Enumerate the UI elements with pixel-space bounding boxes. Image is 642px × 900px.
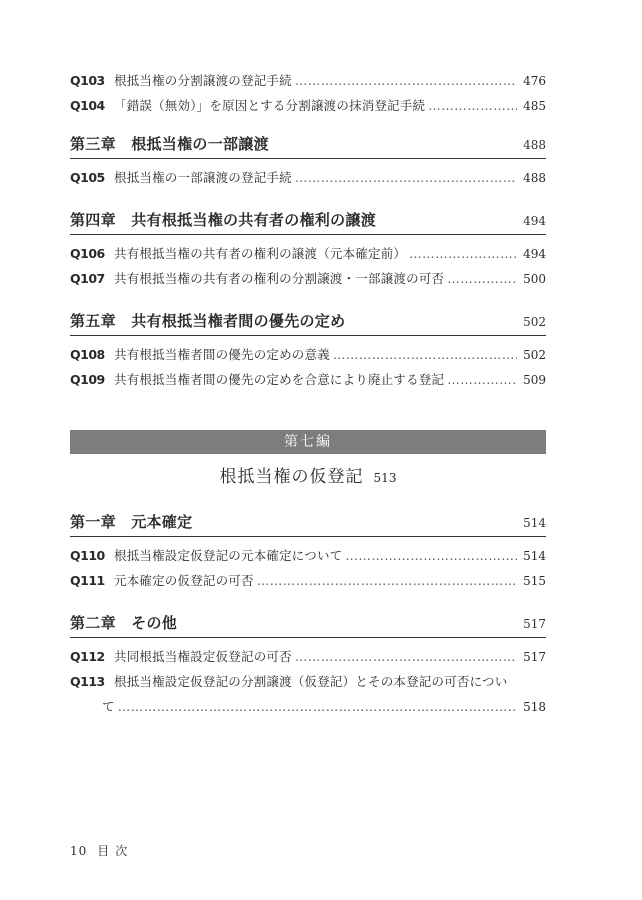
leader-dots	[428, 93, 517, 118]
chapter-page: 514	[523, 516, 546, 530]
chapter-heading[interactable]	[70, 208, 546, 235]
part-title: 根抵当権の仮登記	[219, 467, 364, 487]
question-number: Q103	[70, 73, 105, 88]
entry-title: 共有根抵当権の共有者の権利の分割譲渡・一部譲渡の可否	[114, 271, 445, 286]
toc-entry[interactable]	[70, 93, 546, 118]
part-banner	[70, 430, 546, 454]
toc-entry[interactable]	[70, 367, 546, 392]
toc-entry[interactable]	[70, 669, 546, 694]
question-number: Q107	[70, 271, 105, 286]
toc-entry[interactable]	[70, 241, 546, 266]
entry-title-continuation: て	[102, 699, 115, 714]
entry-page: 476	[523, 74, 546, 88]
entry-title: 共有根抵当権の共有者の権利の譲渡（元本確定前）	[114, 246, 407, 261]
chapter-title: 第三章 根抵当権の一部譲渡	[70, 135, 269, 153]
page-footer	[70, 842, 133, 859]
chapter-title: 第五章 共有根抵当権者間の優先の定め	[70, 312, 346, 330]
question-number: Q110	[70, 548, 105, 563]
leader-dots	[409, 241, 517, 266]
entry-page: 485	[523, 99, 546, 113]
part-label: 第七編	[284, 434, 332, 450]
leader-dots	[333, 342, 517, 367]
entry-title: 根抵当権の分割譲渡の登記手続	[114, 73, 292, 88]
leader-dots	[447, 367, 517, 392]
entry-title: 根抵当権の一部譲渡の登記手続	[114, 170, 292, 185]
question-number: Q106	[70, 246, 105, 261]
chapter-page: 517	[523, 617, 546, 631]
leader-dots	[295, 165, 517, 190]
footer-page-number: 10	[70, 844, 88, 858]
leader-dots	[295, 644, 517, 669]
entry-page: 500	[523, 272, 546, 286]
entry-page: 514	[523, 549, 546, 563]
part-title-row[interactable]	[70, 462, 546, 492]
toc-entry[interactable]	[70, 266, 546, 291]
entry-title: 元本確定の仮登記の可否	[114, 573, 254, 588]
entry-title: 「錯誤（無効）」を原因とする分割譲渡の抹消登記手続	[114, 98, 426, 113]
chapter-page: 488	[523, 138, 546, 152]
entry-page: 518	[523, 700, 546, 714]
entry-group-continued	[70, 68, 546, 118]
chapter-title: 第四章 共有根抵当権の共有者の権利の譲渡	[70, 211, 377, 229]
chapter-page: 494	[523, 214, 546, 228]
chapter-heading[interactable]	[70, 510, 546, 537]
leader-dots	[118, 694, 517, 719]
table-of-contents	[70, 68, 546, 719]
chapter-title: 第一章 元本確定	[70, 513, 193, 531]
chapter-title: 第二章 その他	[70, 614, 178, 632]
entry-title: 共有根抵当権者間の優先の定めを合意により廃止する登記	[114, 372, 445, 387]
toc-entry[interactable]	[70, 568, 546, 593]
toc-entry[interactable]	[70, 342, 546, 367]
entry-page: 488	[523, 171, 546, 185]
chapter-heading[interactable]	[70, 132, 546, 159]
entry-title: 共有根抵当権者間の優先の定めの意義	[114, 347, 330, 362]
question-number: Q104	[70, 98, 105, 113]
entry-page: 515	[523, 574, 546, 588]
leader-dots	[447, 266, 517, 291]
question-number: Q112	[70, 649, 105, 664]
entry-page: 494	[523, 247, 546, 261]
entry-page: 517	[523, 650, 546, 664]
entry-page: 509	[523, 373, 546, 387]
toc-entry[interactable]	[70, 165, 546, 190]
footer-label: 目次	[97, 844, 134, 858]
chapter-heading[interactable]	[70, 611, 546, 638]
question-number: Q113	[70, 674, 105, 689]
entry-title: 根抵当権設定仮登記の元本確定について	[114, 548, 343, 563]
entry-title: 共同根抵当権設定仮登記の可否	[114, 649, 292, 664]
toc-entry[interactable]	[70, 543, 546, 568]
leader-dots	[295, 68, 517, 93]
toc-entry-continuation[interactable]	[70, 694, 546, 719]
chapter-heading[interactable]	[70, 309, 546, 336]
question-number: Q105	[70, 170, 105, 185]
entry-title: 根抵当権設定仮登記の分割譲渡（仮登記）とその本登記の可否につい	[114, 674, 508, 689]
entry-page: 502	[523, 348, 546, 362]
toc-entry[interactable]	[70, 644, 546, 669]
leader-dots	[345, 543, 517, 568]
part-page: 513	[373, 471, 397, 485]
leader-dots	[257, 568, 517, 593]
toc-entry[interactable]	[70, 68, 546, 93]
question-number: Q109	[70, 372, 105, 387]
question-number: Q111	[70, 573, 105, 588]
question-number: Q108	[70, 347, 105, 362]
chapter-page: 502	[523, 315, 546, 329]
